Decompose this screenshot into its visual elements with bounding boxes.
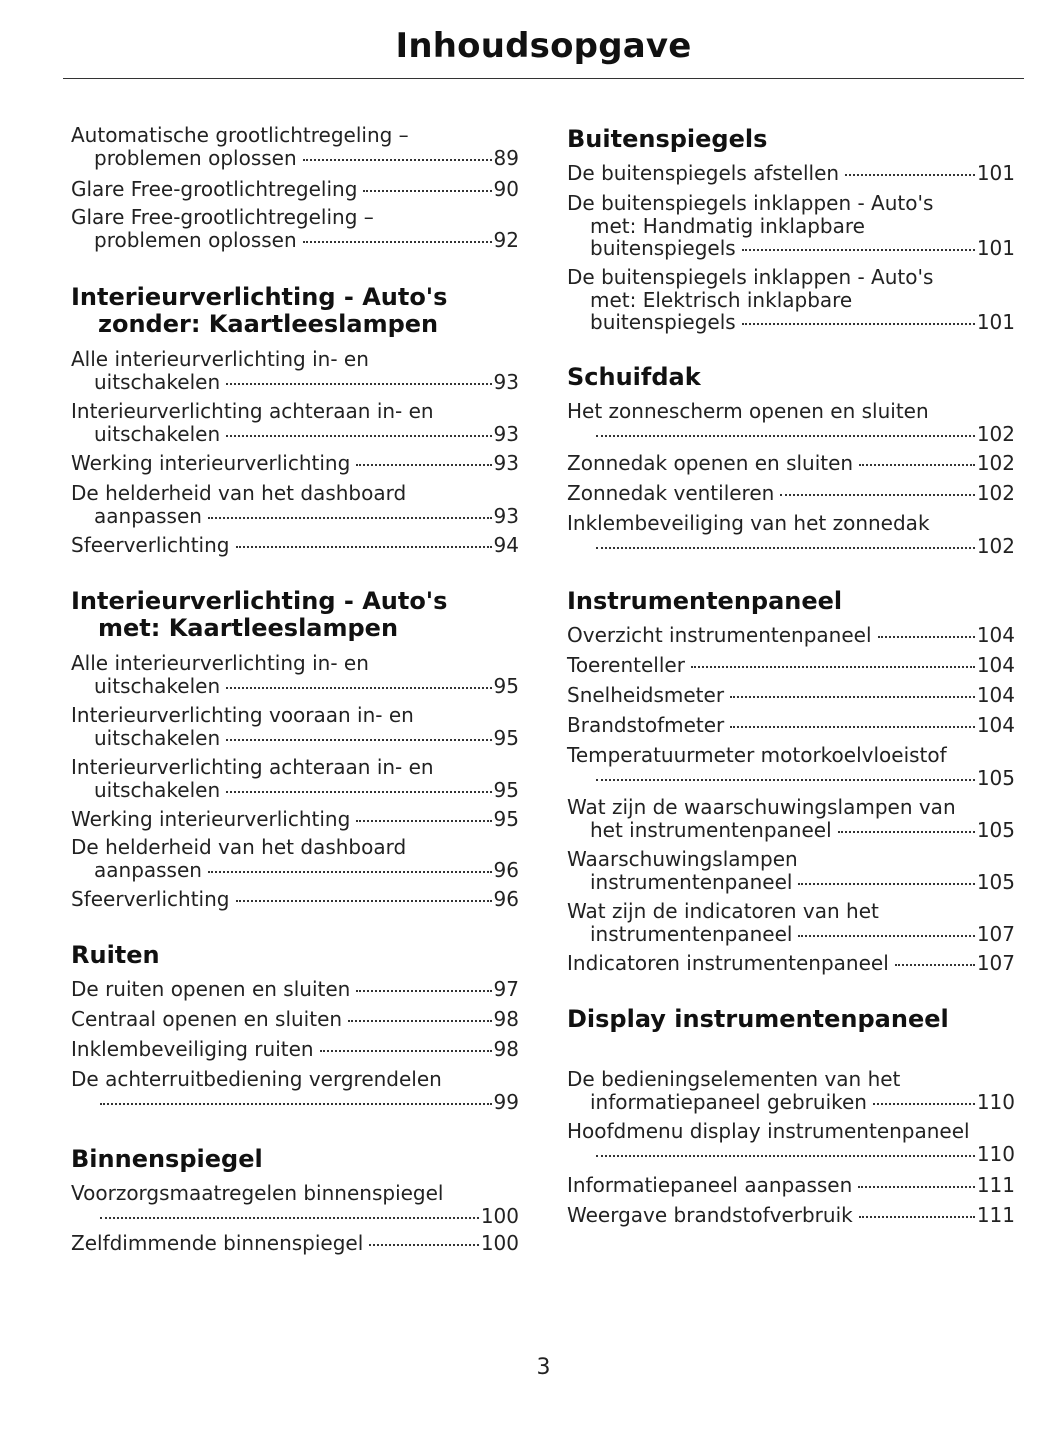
toc-entry-text: Informatiepaneel aanpassen bbox=[567, 1173, 853, 1197]
toc-entry[interactable] bbox=[71, 704, 519, 749]
toc-entry-title: De bedieningselementen van het bbox=[567, 1067, 901, 1091]
toc-entry-text: uitschakelen bbox=[94, 777, 221, 802]
toc-entry-leader-line bbox=[71, 534, 519, 557]
toc-entry[interactable] bbox=[71, 756, 519, 801]
toc-page-number: 104 bbox=[976, 713, 1015, 737]
toc-entry[interactable] bbox=[567, 796, 1015, 841]
toc-entry-text: Inklembeveiliging ruiten bbox=[71, 1037, 314, 1061]
toc-entry[interactable] bbox=[567, 482, 1015, 505]
toc-entry-leader-line bbox=[590, 819, 1015, 842]
toc-page-number: 95 bbox=[493, 807, 519, 831]
dot-leader bbox=[226, 435, 491, 437]
dot-leader bbox=[303, 241, 492, 243]
toc-entry[interactable] bbox=[71, 482, 519, 527]
dot-leader bbox=[236, 900, 492, 902]
toc-page-number: 95 bbox=[493, 673, 519, 698]
toc-entry-leader-line bbox=[590, 871, 1015, 894]
toc-entry-text: Centraal openen en sluiten bbox=[71, 1007, 343, 1031]
toc-entry-text: informatiepaneel gebruiken bbox=[590, 1089, 867, 1114]
toc-page-number: 111 bbox=[976, 1173, 1015, 1197]
toc-entry-text: De ruiten openen en sluiten bbox=[71, 977, 351, 1001]
dot-leader bbox=[303, 159, 492, 161]
toc-entry-title: Inklembeveiliging van het zonnedak bbox=[567, 511, 930, 535]
toc-entry[interactable] bbox=[567, 900, 1015, 945]
toc-page-number: 95 bbox=[493, 777, 519, 802]
toc-entry-text: Zonnedak ventileren bbox=[567, 481, 775, 505]
toc-entry-title: Alle interieurverlichting in- en bbox=[71, 347, 369, 371]
toc-entry-title: De buitenspiegels inklappen - Auto's bbox=[567, 191, 934, 215]
toc-entry-leader-line bbox=[590, 1091, 1015, 1114]
toc-entry-text: Indicatoren instrumentenpaneel bbox=[567, 951, 889, 975]
toc-page-number: 105 bbox=[976, 817, 1015, 842]
toc-entry[interactable] bbox=[567, 266, 1015, 334]
toc-entry[interactable] bbox=[71, 452, 519, 475]
toc-entry-leader-line bbox=[590, 237, 1015, 260]
toc-entry-text: Overzicht instrumentenpaneel bbox=[567, 623, 872, 647]
toc-entry-text: aanpassen bbox=[94, 857, 202, 882]
toc-entry[interactable] bbox=[567, 162, 1015, 185]
toc-entry-leader-line bbox=[71, 1038, 519, 1061]
toc-column-left bbox=[71, 124, 519, 1324]
toc-page-number: 104 bbox=[976, 623, 1015, 647]
page-title: Inhoudsopgave bbox=[395, 26, 692, 66]
dot-leader bbox=[798, 883, 974, 885]
toc-entry-title-continued: met: Handmatig inklapbare bbox=[590, 213, 865, 238]
toc-entry-title: Automatische grootlichtregeling – bbox=[71, 123, 409, 147]
dot-leader bbox=[596, 547, 975, 549]
toc-entry-text: Brandstofmeter bbox=[567, 713, 725, 737]
toc-page-number: 95 bbox=[493, 725, 519, 750]
toc-entry[interactable] bbox=[567, 952, 1015, 975]
dot-leader bbox=[742, 323, 975, 325]
toc-entry-leader-line bbox=[567, 624, 1015, 647]
toc-entry-text: De buitenspiegels afstellen bbox=[567, 161, 840, 185]
section-heading: Interieurverlichting - Auto's met: Kaartleeslampen bbox=[71, 587, 448, 642]
toc-entry-text: Werking interieurverlichting bbox=[71, 807, 351, 831]
toc-entry-text: Toerenteller bbox=[567, 653, 685, 677]
dot-leader bbox=[100, 1217, 479, 1219]
toc-entry-text: uitschakelen bbox=[94, 673, 221, 698]
toc-entry-leader-line bbox=[94, 423, 519, 446]
dot-leader bbox=[320, 1050, 492, 1052]
toc-entry-text: Zelfdimmende binnenspiegel bbox=[71, 1231, 364, 1255]
toc-page-number: 104 bbox=[976, 653, 1015, 677]
toc-entry[interactable] bbox=[71, 348, 519, 393]
dot-leader bbox=[859, 464, 975, 466]
toc-entry-leader-line bbox=[567, 654, 1015, 677]
section-heading: Buitenspiegels bbox=[567, 125, 768, 153]
section-heading: Instrumentenpaneel bbox=[567, 587, 843, 615]
toc-entry[interactable] bbox=[567, 400, 1015, 445]
toc-entry-leader-line bbox=[71, 452, 519, 475]
toc-entry-leader-line bbox=[94, 1091, 519, 1114]
toc-page-number: 111 bbox=[976, 1203, 1015, 1227]
toc-entry-leader-line bbox=[94, 859, 519, 882]
toc-entry-title: De helderheid van het dashboard bbox=[71, 835, 407, 859]
toc-entry-text: Zonnedak openen en sluiten bbox=[567, 451, 854, 475]
toc-page-number: 90 bbox=[493, 177, 519, 201]
toc-entry-leader-line bbox=[567, 482, 1015, 505]
dot-leader bbox=[596, 435, 975, 437]
dot-leader bbox=[780, 494, 974, 496]
toc-entry-leader-line bbox=[94, 675, 519, 698]
toc-entry-text: uitschakelen bbox=[94, 725, 221, 750]
toc-entry-title: De achterruitbediening vergrendelen bbox=[71, 1067, 442, 1091]
toc-page-number: 93 bbox=[493, 421, 519, 446]
toc-page-number: 101 bbox=[976, 236, 1015, 260]
dot-leader bbox=[356, 820, 491, 822]
toc-entry-title: Waarschuwingslampen bbox=[567, 847, 798, 871]
toc-page-number: 93 bbox=[493, 451, 519, 475]
dot-leader bbox=[873, 1103, 975, 1105]
toc-page-number: 93 bbox=[493, 369, 519, 394]
toc-entry-leader-line bbox=[94, 147, 519, 170]
toc-entry-leader-line bbox=[590, 423, 1015, 446]
dot-leader bbox=[208, 517, 492, 519]
section-heading: Ruiten bbox=[71, 941, 160, 969]
toc-entry-text: problemen oplossen bbox=[94, 227, 297, 252]
toc-page-number: 102 bbox=[976, 451, 1015, 475]
toc-entry-title: De helderheid van het dashboard bbox=[71, 481, 407, 505]
toc-entry-leader-line bbox=[94, 1205, 519, 1228]
section-heading: Binnenspiegel bbox=[71, 1145, 263, 1173]
toc-entry-text: Werking interieurverlichting bbox=[71, 451, 351, 475]
page-number: 3 bbox=[536, 1355, 551, 1380]
dot-leader bbox=[363, 190, 491, 192]
toc-entry-text: instrumentenpaneel bbox=[590, 869, 793, 894]
toc-page-number: 100 bbox=[480, 1203, 519, 1228]
dot-leader bbox=[208, 871, 492, 873]
toc-entry-leader-line bbox=[71, 1008, 519, 1031]
dot-leader bbox=[895, 964, 975, 966]
toc-entry-leader-line bbox=[71, 178, 519, 201]
toc-page-number: 94 bbox=[493, 533, 519, 557]
toc-entry-title: Glare Free-grootlichtregeling – bbox=[71, 205, 374, 229]
dot-leader bbox=[356, 464, 491, 466]
dot-leader bbox=[859, 1216, 975, 1218]
dot-leader bbox=[878, 636, 975, 638]
toc-entry[interactable] bbox=[71, 124, 519, 169]
toc-entry-title: Interieurverlichting achteraan in- en bbox=[71, 399, 434, 423]
dot-leader bbox=[348, 1020, 491, 1022]
dot-leader bbox=[226, 383, 491, 385]
toc-entry[interactable] bbox=[71, 808, 519, 831]
toc-entry-text: Weergave brandstofverbruik bbox=[567, 1203, 853, 1227]
title-divider bbox=[63, 78, 1024, 79]
toc-entry-leader-line bbox=[94, 229, 519, 252]
toc-entry[interactable] bbox=[71, 1008, 519, 1031]
toc-entry-text: Snelheidsmeter bbox=[567, 683, 725, 707]
toc-entry-text: buitenspiegels bbox=[590, 310, 736, 334]
toc-entry-leader-line bbox=[71, 978, 519, 1001]
toc-entry[interactable] bbox=[71, 534, 519, 557]
section-heading: Schuifdak bbox=[567, 363, 701, 391]
toc-entry[interactable] bbox=[567, 1120, 1015, 1165]
toc-entry-leader-line bbox=[567, 684, 1015, 707]
toc-page-number: 105 bbox=[976, 869, 1015, 894]
dot-leader bbox=[596, 1155, 975, 1157]
toc-entry[interactable] bbox=[567, 1204, 1015, 1227]
toc-entry-text: Sfeerverlichting bbox=[71, 887, 230, 911]
toc-page-number: 102 bbox=[976, 421, 1015, 446]
toc-page-number: 105 bbox=[976, 765, 1015, 790]
toc-entry[interactable] bbox=[71, 978, 519, 1001]
toc-page-number: 107 bbox=[976, 951, 1015, 975]
toc-entry-text: Sfeerverlichting bbox=[71, 533, 230, 557]
dot-leader bbox=[691, 666, 975, 668]
toc-entry[interactable] bbox=[71, 1182, 519, 1227]
toc-page-number: 96 bbox=[493, 887, 519, 911]
section-heading: Interieurverlichting - Auto's zonder: Kaartleeslampen bbox=[71, 283, 448, 338]
toc-entry-title: De buitenspiegels inklappen - Auto's bbox=[567, 265, 934, 289]
toc-entry-leader-line bbox=[567, 452, 1015, 475]
toc-entry-leader-line bbox=[567, 1174, 1015, 1197]
toc-entry[interactable] bbox=[567, 452, 1015, 475]
dot-leader bbox=[798, 935, 974, 937]
toc-entry-leader-line bbox=[94, 505, 519, 528]
toc-page-number: 98 bbox=[493, 1007, 519, 1031]
toc-entry-title-continued: met: Elektrisch inklapbare bbox=[590, 287, 853, 312]
toc-entry[interactable] bbox=[71, 836, 519, 881]
toc-page-number: 89 bbox=[493, 145, 519, 170]
toc-entry-text: problemen oplossen bbox=[94, 145, 297, 170]
toc-page-number: 100 bbox=[480, 1231, 519, 1255]
toc-entry-title: Alle interieurverlichting in- en bbox=[71, 651, 369, 675]
toc-page-number: 110 bbox=[976, 1141, 1015, 1166]
toc-page-number: 96 bbox=[493, 857, 519, 882]
toc-entry[interactable] bbox=[71, 1038, 519, 1061]
toc-page-number: 107 bbox=[976, 921, 1015, 946]
toc-page-number: 97 bbox=[493, 977, 519, 1001]
toc-entry-leader-line bbox=[590, 923, 1015, 946]
toc-entry-title: Interieurverlichting achteraan in- en bbox=[71, 755, 434, 779]
toc-entry[interactable] bbox=[567, 744, 1015, 789]
dot-leader bbox=[596, 779, 975, 781]
toc-entry-text: Glare Free-grootlichtregeling bbox=[71, 177, 358, 201]
toc-column-right bbox=[567, 124, 1015, 1324]
toc-entry[interactable] bbox=[71, 1232, 519, 1255]
toc-entry-text: instrumentenpaneel bbox=[590, 921, 793, 946]
toc-entry-leader-line bbox=[590, 767, 1015, 790]
toc-entry-leader-line bbox=[590, 1143, 1015, 1166]
toc-entry-text: het instrumentenpaneel bbox=[590, 817, 832, 842]
toc-entry-leader-line bbox=[71, 1232, 519, 1255]
toc-entry-leader-line bbox=[94, 371, 519, 394]
toc-page-number: 99 bbox=[493, 1089, 519, 1114]
toc-entry[interactable] bbox=[71, 178, 519, 201]
toc-page-number: 104 bbox=[976, 683, 1015, 707]
toc-entry-text: aanpassen bbox=[94, 503, 202, 528]
toc-entry[interactable] bbox=[567, 512, 1015, 557]
toc-entry[interactable] bbox=[567, 848, 1015, 893]
toc-entry-text: uitschakelen bbox=[94, 369, 221, 394]
dot-leader bbox=[226, 687, 491, 689]
toc-entry-leader-line bbox=[71, 888, 519, 911]
toc-entry[interactable] bbox=[567, 714, 1015, 737]
dot-leader bbox=[100, 1103, 492, 1105]
toc-page-number: 102 bbox=[976, 533, 1015, 558]
toc-entry[interactable] bbox=[71, 888, 519, 911]
dot-leader bbox=[742, 249, 975, 251]
toc-page-number: 92 bbox=[493, 227, 519, 252]
toc-entry[interactable] bbox=[567, 1068, 1015, 1113]
toc-entry[interactable] bbox=[567, 1174, 1015, 1197]
toc-entry[interactable] bbox=[71, 206, 519, 251]
toc-entry-leader-line bbox=[71, 808, 519, 831]
toc-page-number: 98 bbox=[493, 1037, 519, 1061]
dot-leader bbox=[858, 1186, 975, 1188]
toc-entry[interactable] bbox=[71, 400, 519, 445]
dot-leader bbox=[226, 739, 491, 741]
toc-entry-leader-line bbox=[567, 714, 1015, 737]
toc-entry-text: buitenspiegels bbox=[590, 236, 736, 260]
toc-page-number: 101 bbox=[976, 161, 1015, 185]
toc-entry[interactable] bbox=[71, 1068, 519, 1113]
dot-leader bbox=[730, 696, 975, 698]
toc-entry[interactable] bbox=[567, 192, 1015, 260]
dot-leader bbox=[730, 726, 975, 728]
dot-leader bbox=[226, 791, 491, 793]
toc-entry-title: Temperatuurmeter motorkoelvloeistof bbox=[567, 743, 947, 767]
toc-entry-leader-line bbox=[567, 1204, 1015, 1227]
toc-entry-leader-line bbox=[590, 311, 1015, 334]
section-heading: Display instrumentenpaneel bbox=[567, 1005, 949, 1033]
toc-page-number: 93 bbox=[493, 503, 519, 528]
toc-entry-title: Hoofdmenu display instrumentenpaneel bbox=[567, 1119, 970, 1143]
dot-leader bbox=[236, 546, 492, 548]
toc-page-number: 101 bbox=[976, 310, 1015, 334]
toc-page-number: 110 bbox=[976, 1089, 1015, 1114]
toc-entry-title: Wat zijn de indicatoren van het bbox=[567, 899, 879, 923]
toc-entry-title: Voorzorgsmaatregelen binnenspiegel bbox=[71, 1181, 444, 1205]
toc-entry-text: uitschakelen bbox=[94, 421, 221, 446]
toc-entry-title: Het zonnescherm openen en sluiten bbox=[567, 399, 929, 423]
toc-entry-leader-line bbox=[94, 727, 519, 750]
dot-leader bbox=[838, 831, 975, 833]
toc-entry-leader-line bbox=[567, 952, 1015, 975]
toc-entry[interactable] bbox=[567, 654, 1015, 677]
toc-entry[interactable] bbox=[71, 652, 519, 697]
toc-entry[interactable] bbox=[567, 624, 1015, 647]
toc-entry[interactable] bbox=[567, 684, 1015, 707]
toc-entry-leader-line bbox=[590, 535, 1015, 558]
toc-entry-title: Wat zijn de waarschuwingslampen van bbox=[567, 795, 956, 819]
toc-entry-leader-line bbox=[567, 162, 1015, 185]
dot-leader bbox=[845, 174, 975, 176]
dot-leader bbox=[369, 1244, 479, 1246]
dot-leader bbox=[356, 990, 491, 992]
toc-entry-title: Interieurverlichting vooraan in- en bbox=[71, 703, 414, 727]
toc-entry-leader-line bbox=[94, 779, 519, 802]
toc-page-number: 102 bbox=[976, 481, 1015, 505]
